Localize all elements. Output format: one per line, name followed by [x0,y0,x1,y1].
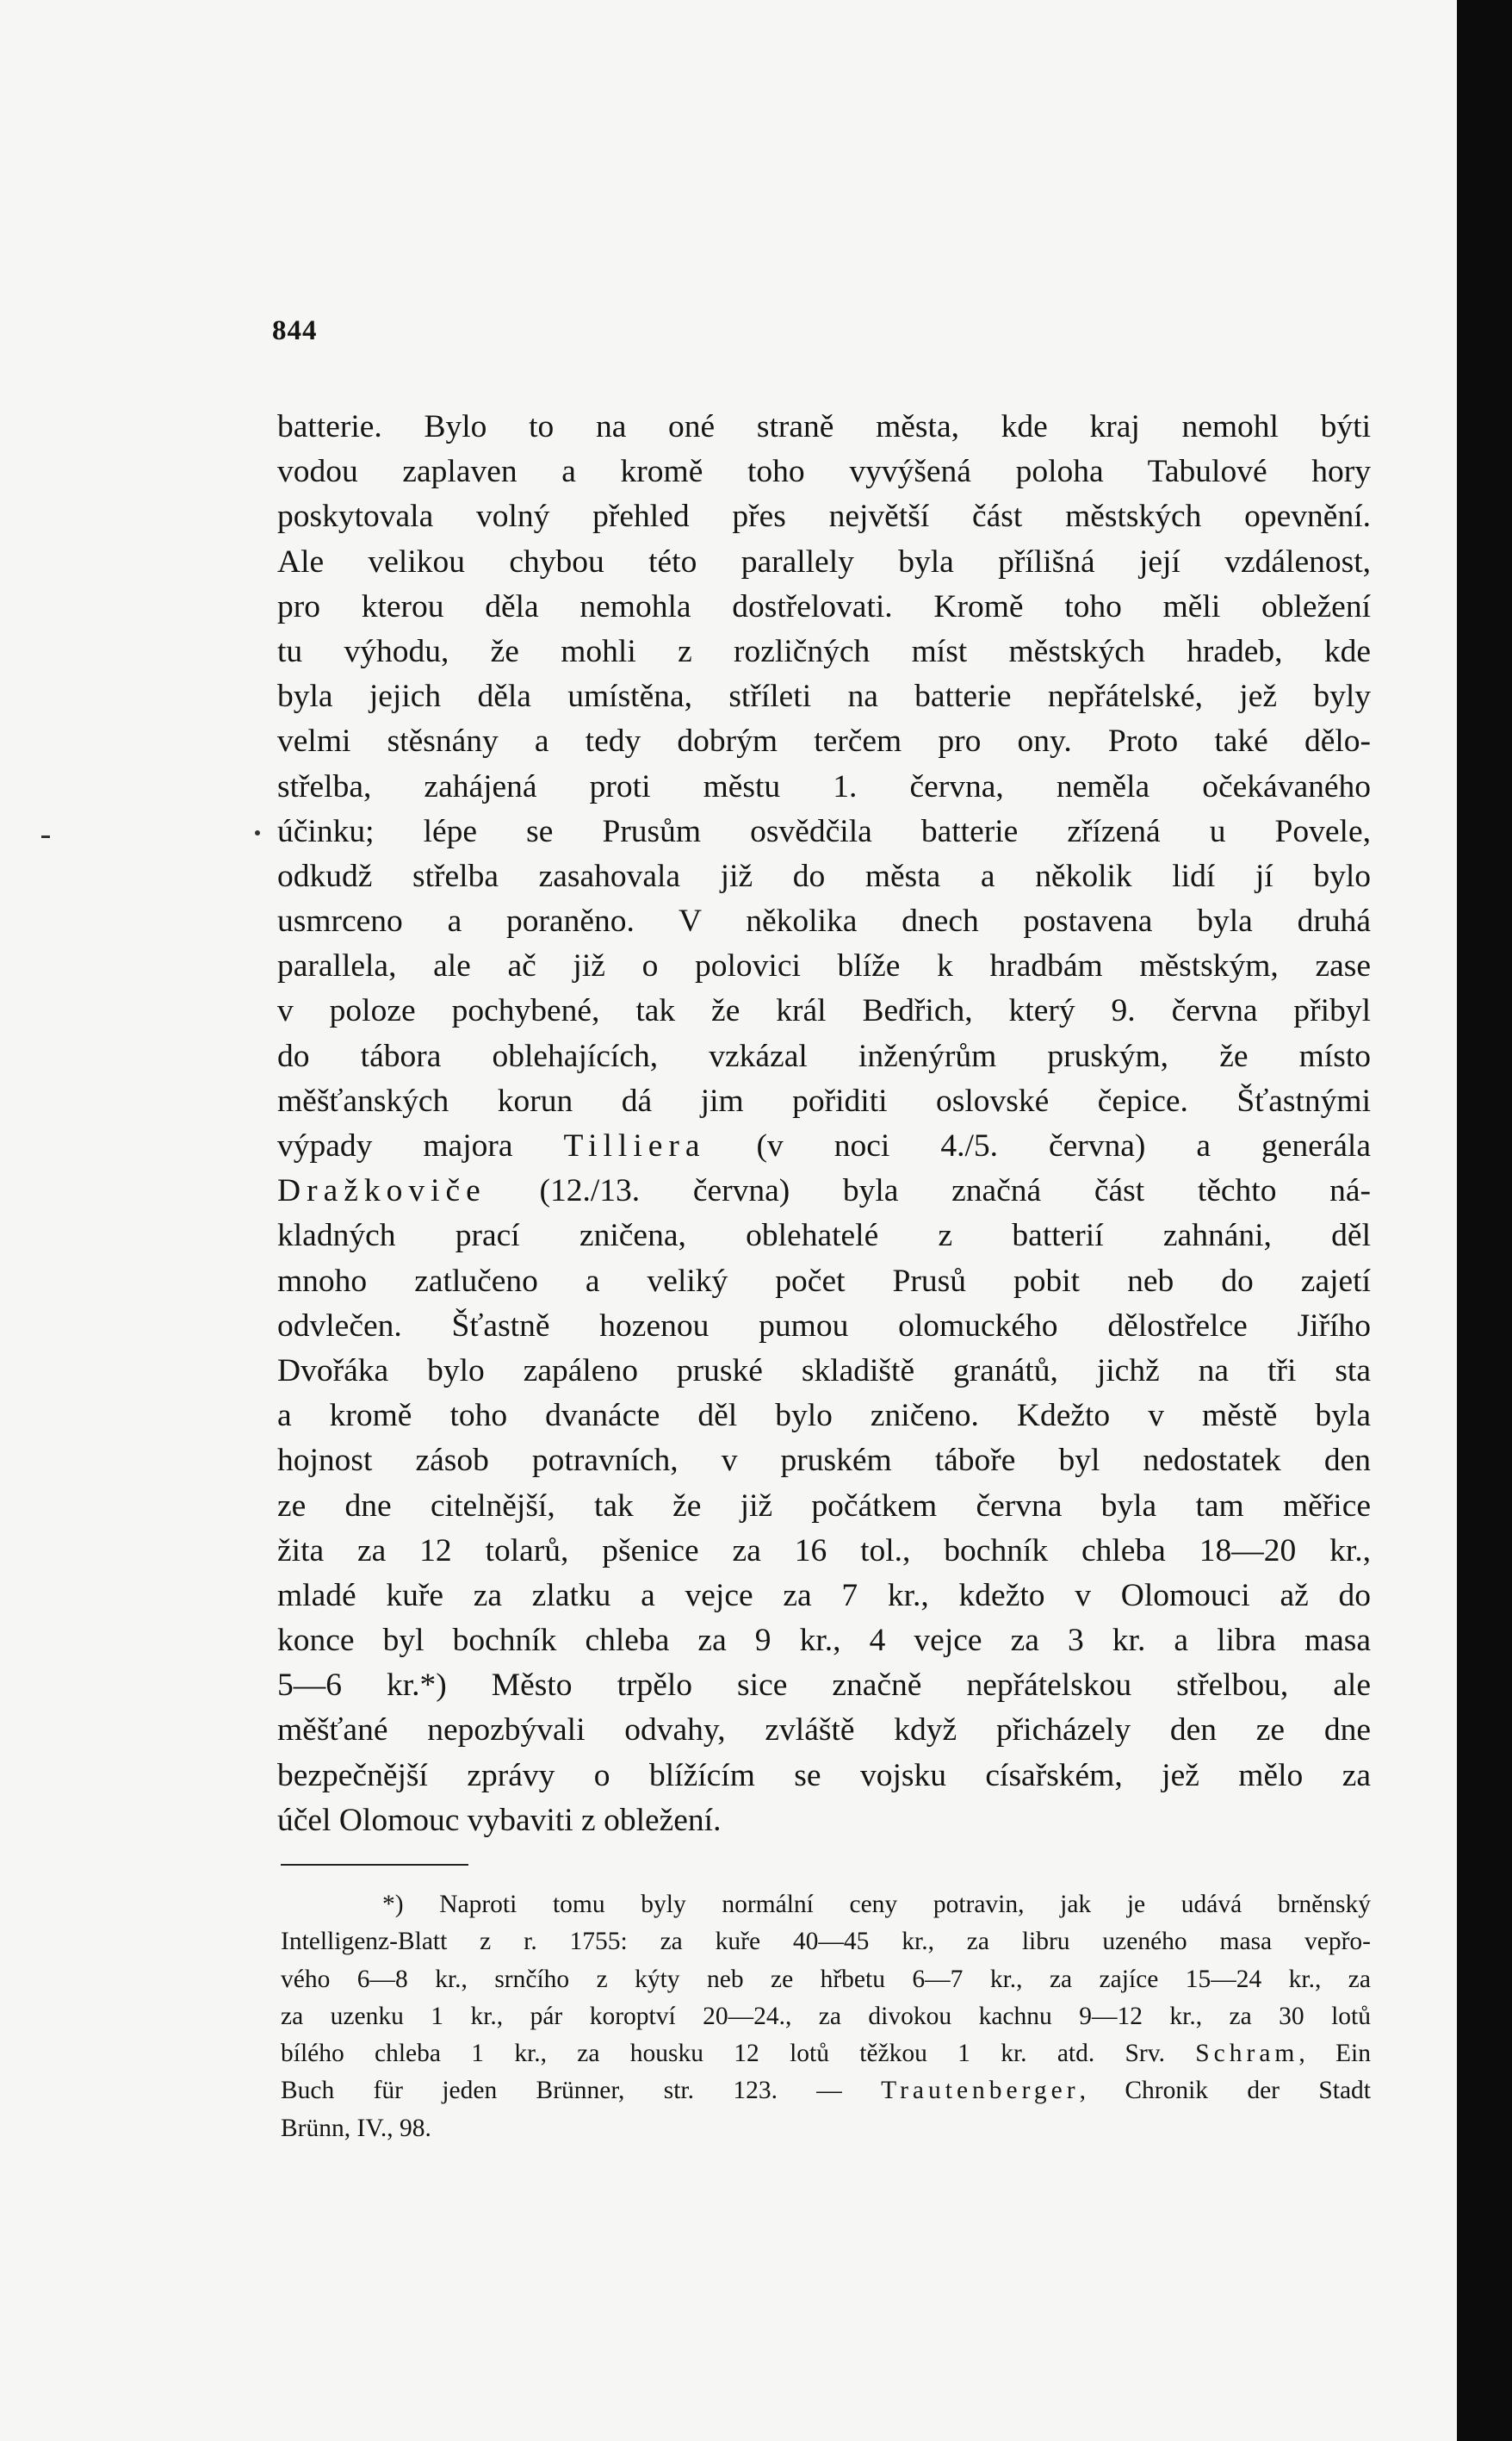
text-segment: bílého chleba 1 kr., za housku 12 lotů těžkou 1 kr. atd. Srv. [281,2040,1196,2068]
text-line: odvlečen. Šťastně hozenou pumou olomuckého dělostřelce Jiřího [277,1307,1371,1344]
text-line: měšťanských korun dá jim pořiditi oslovské čepice. Šťastnými [277,1083,1371,1119]
text-line: do tábora oblehajících, vzkázal inženýrům pruským, že místo [277,1038,1371,1074]
margin-speck [41,835,50,838]
text-line: usmrceno a poraněno. V několika dnech postavena byla druhá [277,904,1371,940]
footnote-line: Intelligenz-Blatt z r. 1755: za kuře 40—45 kr., za libru uzeného masa vepřo- [281,1928,1371,1956]
footnote-divider [281,1864,468,1866]
text-line: bezpečnější zprávy o blížícím se vojsku císařském, jež mělo za [277,1757,1371,1793]
text-segment: , Ein [1298,2040,1371,2068]
text-line: batterie. Bylo to na oné straně města, kde kraj nemohl býti [277,409,1371,444]
text-line: vodou zaplaven a kromě toho vyvýšená poloha Tabulové hory [277,454,1371,490]
text-line: byla jejich děla umístěna, stříleti na batterie nepřátelské, jež byly [277,679,1371,715]
text-line: konce byl bochník chleba za 9 kr., 4 vejce za 3 kr. a libra masa [277,1623,1371,1659]
text-line [277,1124,1371,1169]
text-line: 5—6 kr.*) Město trpělo sice značně nepřátelskou střelbou, ale [277,1668,1371,1704]
footnote-line [281,2072,1371,2109]
footnote-line: vého 6—8 kr., srnčího z kýty neb ze hřbetu 6—7 kr., za zajíce 15—24 kr., za [281,1965,1371,1993]
text-line: v poloze pochybené, tak že král Bedřich, který 9. června přibyl [277,993,1371,1029]
margin-speck [255,830,260,835]
text-line: mnoho zatlučeno a veliký počet Prusů pobit neb do zajetí [277,1263,1371,1299]
spaced-name: Tilliera [563,1128,706,1164]
text-line: parallela, ale ač již o polovici blíže k hradbám městským, zase [277,948,1371,984]
text-line: hojnost zásob potravních, v pruském táboře byl nedostatek den [277,1443,1371,1479]
footnote-line: *) Naproti tomu byly normální ceny potravin, jak je udává brněnský [382,1891,1371,1918]
footnote-line: za uzenku 1 kr., pár koroptví 20—24., za divokou kachnu 9—12 kr., za 30 lotů [281,2002,1371,2030]
spaced-name: Schram [1195,2040,1299,2068]
text-segment: , Chronik der Stadt [1079,2077,1371,2105]
text-line: měšťané nepozbývali odvahy, zvláště když přicházely den ze dne [277,1712,1371,1748]
page-number: 844 [272,315,318,346]
spaced-name: Trautenberger [881,2077,1080,2105]
text-segment: (12./13. června) byla značná část těchto ná- [486,1173,1371,1209]
text-line: a kromě toho dvanácte děl bylo zničeno. Kdežto v městě byla [277,1398,1371,1434]
text-line: ze dne citelnější, tak že již počátkem června byla tam měřice [277,1488,1371,1524]
text-segment: (v noci 4./5. června) a generála [705,1128,1371,1164]
text-line: Dvořáka bylo zapáleno pruské skladiště granátů, jichž na tři sta [277,1352,1371,1388]
text-line [277,1169,1371,1214]
text-line: kladných prací zničena, oblehatelé z batterií zahnáni, děl [277,1218,1371,1254]
text-line: poskytovala volný přehled přes největší část městských opevnění. [277,499,1371,535]
footnote-line [281,2035,1371,2072]
text-line: účinku; lépe se Prusům osvědčila batterie zřízená u Povele, [277,813,1371,849]
text-line: žita za 12 tolarů, pšenice za 16 tol., bochník chleba 18—20 kr., [277,1532,1371,1568]
footnote [281,1886,1371,2147]
text-line: střelba, zahájená proti městu 1. června, neměla očekávaného [277,768,1371,804]
text-line: účel Olomouc vybaviti z obležení. [277,1802,722,1838]
spaced-name: Dražkoviče [277,1173,486,1209]
text-line: Ale velikou chybou této parallely byla přílišná její vzdálenost, [277,543,1371,580]
main-text [277,405,1371,1843]
text-segment: Buch für jeden Brünner, str. 123. — [281,2077,882,2105]
text-line: tu výhodu, že mohli z rozličných míst městských hradeb, kde [277,633,1371,669]
text-line: odkudž střelba zasahovala již do města a několik lidí jí bylo [277,858,1371,894]
footnote-line: Brünn, IV., 98. [281,2114,431,2142]
text-segment: výpady majora [277,1128,564,1164]
text-line: pro kterou děla nemohla dostřelovati. Kromě toho měli obležení [277,588,1371,624]
text-line: mladé kuře za zlatku a vejce za 7 kr., kdežto v Olomouci až do [277,1577,1371,1613]
text-line: velmi stěsnány a tedy dobrým terčem pro ony. Proto také dělo- [277,724,1371,760]
